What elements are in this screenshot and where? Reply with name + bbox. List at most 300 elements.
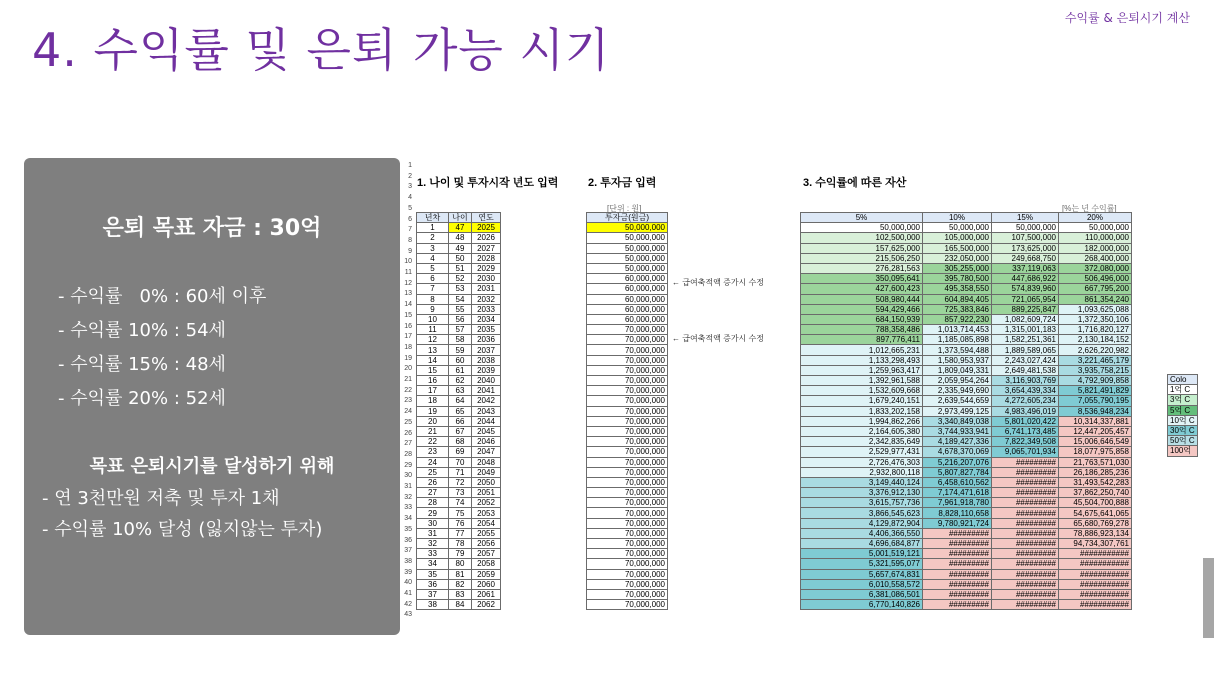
row-number: 9 <box>408 247 412 255</box>
asset-cell-r10: 1,580,953,937 <box>923 355 992 365</box>
row-number: 36 <box>404 536 412 544</box>
table-row <box>587 284 668 294</box>
asset-cell-r5: 3,866,545,623 <box>801 508 923 518</box>
age-cell: 80 <box>449 559 472 569</box>
asset-cell-r15: ######### <box>992 467 1059 477</box>
asset-cell-r5: 350,095,641 <box>801 274 923 284</box>
asset-cell-r15: 1,582,251,361 <box>992 335 1059 345</box>
legend-row <box>1168 446 1198 456</box>
asset-cell-r15: 1,315,001,183 <box>992 325 1059 335</box>
color-legend <box>1167 374 1198 457</box>
table-row <box>801 294 1132 304</box>
asset-cell-r10: 395,780,500 <box>923 274 992 284</box>
row-number: 27 <box>404 440 412 448</box>
table-row <box>801 437 1132 447</box>
unit-label: [단위 : 원] <box>607 204 642 213</box>
table-row <box>801 406 1132 416</box>
table-row <box>801 508 1132 518</box>
asset-cell-r10: ######### <box>923 600 992 610</box>
asset-cell-r20: 372,080,000 <box>1059 263 1132 273</box>
asset-cell-r5: 508,980,444 <box>801 294 923 304</box>
table-row <box>417 294 501 304</box>
asset-cell-r15: ######### <box>992 579 1059 589</box>
table-row <box>587 345 668 355</box>
legend-item: 100억 <box>1168 446 1198 456</box>
table-row <box>801 457 1132 467</box>
age-cell: 71 <box>449 467 472 477</box>
asset-cell-r20: ########### <box>1059 589 1132 599</box>
investment-cell: 70,000,000 <box>587 528 668 538</box>
table-row <box>587 386 668 396</box>
asset-cell-r20: 1,093,625,088 <box>1059 304 1132 314</box>
table-row <box>417 457 501 467</box>
table-row <box>587 518 668 528</box>
asset-cell-r5: 6,381,086,501 <box>801 589 923 599</box>
year-index-cell: 33 <box>417 549 449 559</box>
asset-cell-r5: 2,342,835,649 <box>801 437 923 447</box>
table-row <box>417 569 501 579</box>
investment-cell: 70,000,000 <box>587 579 668 589</box>
row-number: 18 <box>404 343 412 351</box>
age-cell: 81 <box>449 569 472 579</box>
asset-cell-r5: 1,833,202,158 <box>801 406 923 416</box>
year-index-cell: 7 <box>417 284 449 294</box>
age-cell: 69 <box>449 447 472 457</box>
row-number: 38 <box>404 557 412 565</box>
table-row <box>587 508 668 518</box>
investment-cell: 60,000,000 <box>587 314 668 324</box>
table-row <box>801 569 1132 579</box>
table-row <box>417 477 501 487</box>
asset-cell-r10: 1,373,594,488 <box>923 345 992 355</box>
asset-cell-r10: 50,000,000 <box>923 223 992 233</box>
asset-cell-r10: ######### <box>923 559 992 569</box>
asset-cell-r15: 50,000,000 <box>992 223 1059 233</box>
asset-cell-r15: 889,225,847 <box>992 304 1059 314</box>
asset-cell-r10: 8,828,110,658 <box>923 508 992 518</box>
row-number: 5 <box>408 204 412 212</box>
asset-cell-r20: 65,680,769,278 <box>1059 518 1132 528</box>
asset-cell-r5: 5,321,595,077 <box>801 559 923 569</box>
table-row <box>801 477 1132 487</box>
year-cell: 2046 <box>472 437 501 447</box>
asset-cell-r15: ######### <box>992 559 1059 569</box>
asset-cell-r10: 305,255,000 <box>923 263 992 273</box>
table-row <box>801 253 1132 263</box>
col-header: 나이 <box>449 213 472 223</box>
asset-cell-r20: ########### <box>1059 600 1132 610</box>
asset-cell-r15: 5,801,020,422 <box>992 416 1059 426</box>
legend-item: 10억 C <box>1168 415 1198 425</box>
investment-cell: 70,000,000 <box>587 488 668 498</box>
asset-cell-r20: 45,504,700,888 <box>1059 498 1132 508</box>
table-row <box>417 314 501 324</box>
investment-cell: 70,000,000 <box>587 477 668 487</box>
table-row <box>417 416 501 426</box>
table-row <box>587 376 668 386</box>
scrollbar-thumb[interactable] <box>1203 558 1214 638</box>
age-cell: 54 <box>449 294 472 304</box>
investment-cell: 70,000,000 <box>587 467 668 477</box>
asset-cell-r15: ######### <box>992 508 1059 518</box>
table-row <box>417 223 501 233</box>
row-number: 39 <box>404 568 412 576</box>
asset-cell-r10: 165,500,000 <box>923 243 992 253</box>
investment-table <box>586 212 668 610</box>
table-row <box>587 314 668 324</box>
asset-cell-r20: 26,186,285,236 <box>1059 467 1132 477</box>
section2-heading: 2. 투자금 입력 <box>588 177 657 189</box>
table-row <box>801 488 1132 498</box>
table-row <box>587 355 668 365</box>
asset-cell-r20: ########### <box>1059 549 1132 559</box>
table-row <box>801 314 1132 324</box>
investment-cell: 70,000,000 <box>587 498 668 508</box>
investment-cell: 70,000,000 <box>587 559 668 569</box>
table-row <box>587 569 668 579</box>
investment-cell: 50,000,000 <box>587 243 668 253</box>
year-cell: 2055 <box>472 528 501 538</box>
table-row <box>801 376 1132 386</box>
row-number: 20 <box>404 365 412 373</box>
investment-cell: 60,000,000 <box>587 304 668 314</box>
asset-cell-r15: 4,272,605,234 <box>992 396 1059 406</box>
asset-cell-r5: 1,133,298,493 <box>801 355 923 365</box>
investment-cell: 50,000,000 <box>587 253 668 263</box>
asset-cell-r5: 6,010,558,572 <box>801 579 923 589</box>
col-header: 5% <box>801 213 923 223</box>
asset-cell-r10: 4,678,370,069 <box>923 447 992 457</box>
table-row <box>417 447 501 457</box>
table-row <box>417 325 501 335</box>
asset-cell-r20: 94,734,307,761 <box>1059 539 1132 549</box>
investment-cell: 60,000,000 <box>587 284 668 294</box>
year-cell: 2041 <box>472 386 501 396</box>
asset-cell-r10: 604,894,405 <box>923 294 992 304</box>
asset-cell-r15: 107,500,000 <box>992 233 1059 243</box>
year-cell: 2052 <box>472 498 501 508</box>
asset-cell-r15: 2,649,481,538 <box>992 365 1059 375</box>
table-row <box>587 416 668 426</box>
table-row <box>587 600 668 610</box>
asset-cell-r20: 182,000,000 <box>1059 243 1132 253</box>
year-cell: 2032 <box>472 294 501 304</box>
table-row <box>417 274 501 284</box>
age-cell: 73 <box>449 488 472 498</box>
table-row <box>417 426 501 436</box>
row-number: 16 <box>404 322 412 330</box>
table-row <box>417 263 501 273</box>
investment-cell: 50,000,000 <box>587 233 668 243</box>
investment-cell: 70,000,000 <box>587 569 668 579</box>
row-number: 11 <box>404 269 412 276</box>
table-row <box>587 304 668 314</box>
section3-heading: 3. 수익률에 따른 자산 <box>803 177 907 189</box>
asset-cell-r20: ########### <box>1059 569 1132 579</box>
age-cell: 75 <box>449 508 472 518</box>
col-header: 투자금(원금) <box>587 213 668 223</box>
table-row <box>417 437 501 447</box>
table-row <box>417 600 501 610</box>
year-index-cell: 4 <box>417 253 449 263</box>
asset-cell-r20: ########### <box>1059 579 1132 589</box>
asset-cell-r15: 574,839,960 <box>992 284 1059 294</box>
year-index-cell: 3 <box>417 243 449 253</box>
asset-cell-r20: 667,795,200 <box>1059 284 1132 294</box>
age-cell: 70 <box>449 457 472 467</box>
row-number: 26 <box>404 429 412 437</box>
table-row <box>417 304 501 314</box>
age-cell: 48 <box>449 233 472 243</box>
year-index-cell: 19 <box>417 406 449 416</box>
row-number: 10 <box>404 258 412 266</box>
table-row <box>417 508 501 518</box>
investment-cell: 60,000,000 <box>587 274 668 284</box>
asset-cell-r20: 8,536,948,234 <box>1059 406 1132 416</box>
investment-cell: 70,000,000 <box>587 376 668 386</box>
rate-list <box>58 280 266 416</box>
asset-cell-r15: ######### <box>992 539 1059 549</box>
investment-cell: 70,000,000 <box>587 518 668 528</box>
row-number: 29 <box>404 461 412 469</box>
asset-cell-r15: ######### <box>992 569 1059 579</box>
year-index-cell: 23 <box>417 447 449 457</box>
table-row <box>801 355 1132 365</box>
investment-cell: 70,000,000 <box>587 437 668 447</box>
asset-cell-r10: 2,973,499,125 <box>923 406 992 416</box>
row-number: 37 <box>404 547 412 555</box>
asset-cell-r5: 102,500,000 <box>801 233 923 243</box>
asset-cell-r20: 3,935,758,215 <box>1059 365 1132 375</box>
table-row <box>801 233 1132 243</box>
year-index-cell: 29 <box>417 508 449 518</box>
asset-cell-r15: ######### <box>992 498 1059 508</box>
age-cell: 58 <box>449 335 472 345</box>
asset-cell-r15: 3,116,903,769 <box>992 376 1059 386</box>
year-index-cell: 35 <box>417 569 449 579</box>
table-row <box>801 426 1132 436</box>
year-index-cell: 9 <box>417 304 449 314</box>
row-number: 33 <box>404 504 412 512</box>
year-index-cell: 11 <box>417 325 449 335</box>
investment-cell: 70,000,000 <box>587 365 668 375</box>
table-row <box>587 406 668 416</box>
year-cell: 2035 <box>472 325 501 335</box>
year-cell: 2029 <box>472 263 501 273</box>
age-table <box>416 212 501 610</box>
asset-cell-r10: 105,000,000 <box>923 233 992 243</box>
year-index-cell: 26 <box>417 477 449 487</box>
year-index-cell: 28 <box>417 498 449 508</box>
age-cell: 74 <box>449 498 472 508</box>
age-cell: 50 <box>449 253 472 263</box>
asset-cell-r15: 173,625,000 <box>992 243 1059 253</box>
row-number: 43 <box>404 611 412 619</box>
table-row <box>417 518 501 528</box>
age-cell: 61 <box>449 365 472 375</box>
age-cell: 68 <box>449 437 472 447</box>
age-cell: 55 <box>449 304 472 314</box>
table-row <box>587 488 668 498</box>
investment-cell: 70,000,000 <box>587 457 668 467</box>
asset-cell-r5: 215,506,250 <box>801 253 923 263</box>
age-cell: 64 <box>449 396 472 406</box>
age-cell: 76 <box>449 518 472 528</box>
col-header: 15% <box>992 213 1059 223</box>
asset-cell-r15: 1,082,609,724 <box>992 314 1059 324</box>
asset-cell-r5: 427,600,423 <box>801 284 923 294</box>
asset-cell-r15: ######### <box>992 488 1059 498</box>
legend-item: 5억 C <box>1168 405 1198 415</box>
asset-cell-r10: 1,185,085,898 <box>923 335 992 345</box>
table-row <box>801 345 1132 355</box>
investment-cell: 70,000,000 <box>587 386 668 396</box>
asset-cell-r20: 12,447,205,457 <box>1059 426 1132 436</box>
asset-cell-r20: 50,000,000 <box>1059 223 1132 233</box>
year-cell: 2026 <box>472 233 501 243</box>
table-row <box>417 396 501 406</box>
year-index-cell: 21 <box>417 426 449 436</box>
age-cell: 60 <box>449 355 472 365</box>
rate-item: - 수익률 15% : 48세 <box>58 354 226 375</box>
slide-title: 4. 수익률 및 은퇴 가능 시기 <box>32 23 611 77</box>
table-row <box>801 304 1132 314</box>
asset-cell-r10: 725,383,846 <box>923 304 992 314</box>
asset-cell-r15: 249,668,750 <box>992 253 1059 263</box>
year-index-cell: 31 <box>417 528 449 538</box>
investment-cell: 70,000,000 <box>587 508 668 518</box>
table-row <box>801 589 1132 599</box>
asset-cell-r20: 18,077,975,858 <box>1059 447 1132 457</box>
age-cell: 63 <box>449 386 472 396</box>
asset-cell-r10: ######### <box>923 549 992 559</box>
asset-cell-r15: 6,741,173,485 <box>992 426 1059 436</box>
legend-row <box>1168 425 1198 435</box>
year-index-cell: 34 <box>417 559 449 569</box>
table-row <box>801 325 1132 335</box>
table-row <box>417 355 501 365</box>
year-cell: 2058 <box>472 559 501 569</box>
table-row <box>417 253 501 263</box>
age-cell: 66 <box>449 416 472 426</box>
asset-cell-r20: 2,130,184,152 <box>1059 335 1132 345</box>
table-row <box>587 579 668 589</box>
age-cell: 57 <box>449 325 472 335</box>
investment-cell: 70,000,000 <box>587 539 668 549</box>
table-row <box>417 528 501 538</box>
asset-cell-r10: 4,189,427,336 <box>923 437 992 447</box>
year-cell: 2038 <box>472 355 501 365</box>
table-row <box>801 518 1132 528</box>
asset-cell-r10: ######### <box>923 579 992 589</box>
asset-cell-r20: ########### <box>1059 559 1132 569</box>
table-row <box>801 579 1132 589</box>
asset-cell-r5: 594,429,466 <box>801 304 923 314</box>
asset-cell-r15: 9,065,701,934 <box>992 447 1059 457</box>
table-row <box>587 396 668 406</box>
bullet-item: - 수익률 10% 달성 (잃지않는 투자) <box>42 519 323 540</box>
year-cell: 2025 <box>472 223 501 233</box>
table-row <box>417 365 501 375</box>
table-row <box>587 447 668 457</box>
legend-row <box>1168 395 1198 405</box>
age-cell: 59 <box>449 345 472 355</box>
asset-table <box>800 212 1132 610</box>
asset-cell-r5: 2,529,977,431 <box>801 447 923 457</box>
asset-cell-r5: 4,129,872,904 <box>801 518 923 528</box>
year-index-cell: 37 <box>417 589 449 599</box>
asset-cell-r20: 861,354,240 <box>1059 294 1132 304</box>
asset-cell-r20: 7,055,790,195 <box>1059 396 1132 406</box>
table-row <box>587 467 668 477</box>
table-row <box>587 457 668 467</box>
row-number: 34 <box>404 515 412 523</box>
year-cell: 2062 <box>472 600 501 610</box>
edit-note: ← 급여축적액 증가시 수정 <box>672 278 764 287</box>
legend-row <box>1168 385 1198 395</box>
asset-cell-r10: 495,358,550 <box>923 284 992 294</box>
age-cell: 67 <box>449 426 472 436</box>
year-index-cell: 25 <box>417 467 449 477</box>
asset-cell-r10: 5,216,207,076 <box>923 457 992 467</box>
asset-cell-r10: 857,922,230 <box>923 314 992 324</box>
asset-cell-r5: 5,657,674,831 <box>801 569 923 579</box>
table-row <box>587 589 668 599</box>
table-row <box>801 223 1132 233</box>
table-row <box>417 488 501 498</box>
table-row <box>801 498 1132 508</box>
table-row <box>417 284 501 294</box>
year-cell: 2034 <box>472 314 501 324</box>
asset-cell-r5: 3,615,757,736 <box>801 498 923 508</box>
asset-cell-r10: 2,059,954,264 <box>923 376 992 386</box>
age-cell: 49 <box>449 243 472 253</box>
year-index-cell: 15 <box>417 365 449 375</box>
row-number: 40 <box>404 579 412 587</box>
asset-cell-r20: 5,821,491,829 <box>1059 386 1132 396</box>
investment-cell: 70,000,000 <box>587 355 668 365</box>
investment-cell: 70,000,000 <box>587 600 668 610</box>
table-row <box>587 263 668 273</box>
asset-cell-r15: 1,889,589,065 <box>992 345 1059 355</box>
table-row <box>801 549 1132 559</box>
asset-cell-r15: 3,654,439,334 <box>992 386 1059 396</box>
year-index-cell: 36 <box>417 579 449 589</box>
year-index-cell: 10 <box>417 314 449 324</box>
legend-row <box>1168 436 1198 446</box>
age-cell: 53 <box>449 284 472 294</box>
table-row <box>801 284 1132 294</box>
asset-cell-r5: 897,776,411 <box>801 335 923 345</box>
asset-cell-r10: 232,050,000 <box>923 253 992 263</box>
investment-cell: 70,000,000 <box>587 447 668 457</box>
year-index-cell: 13 <box>417 345 449 355</box>
age-cell: 62 <box>449 376 472 386</box>
table-row <box>801 539 1132 549</box>
age-cell: 83 <box>449 589 472 599</box>
asset-cell-r5: 6,770,140,826 <box>801 600 923 610</box>
investment-cell: 50,000,000 <box>587 223 668 233</box>
asset-cell-r5: 50,000,000 <box>801 223 923 233</box>
asset-cell-r15: ######### <box>992 549 1059 559</box>
year-cell: 2040 <box>472 376 501 386</box>
investment-cell: 70,000,000 <box>587 416 668 426</box>
year-cell: 2061 <box>472 589 501 599</box>
year-cell: 2033 <box>472 304 501 314</box>
table-row <box>587 274 668 284</box>
age-cell: 51 <box>449 263 472 273</box>
table-row <box>417 233 501 243</box>
